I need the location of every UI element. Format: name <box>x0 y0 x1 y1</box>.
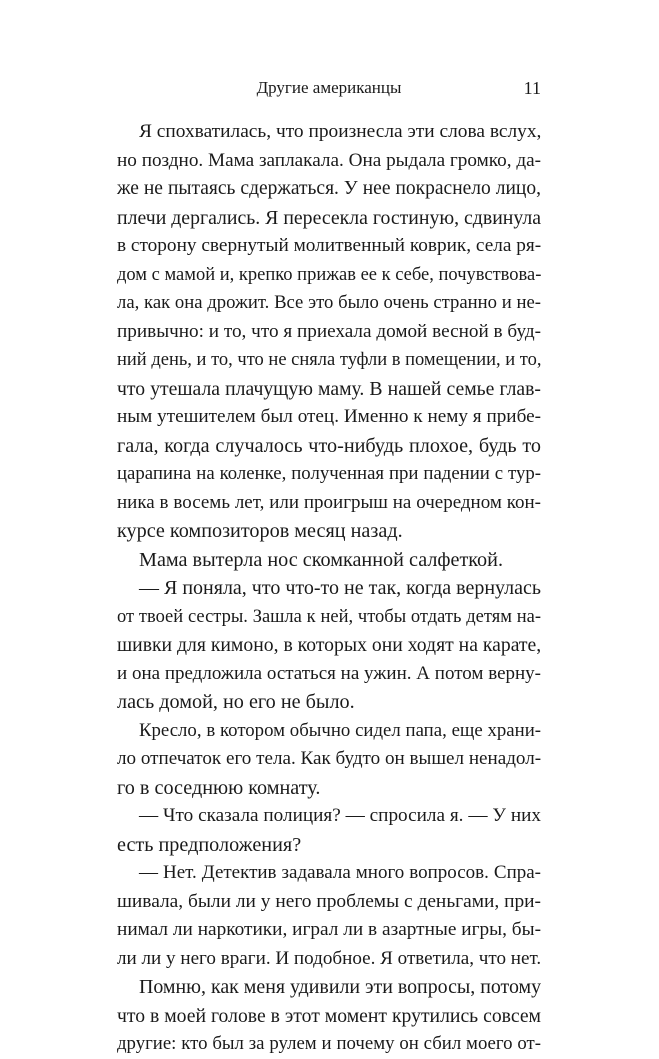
text-line: Помню, как меня удивили эти вопросы, потому <box>139 976 542 998</box>
page-number: 11 <box>523 78 541 98</box>
text-line: что утешала плачущую маму. В нашей семье глав- <box>117 377 541 400</box>
running-header <box>117 76 541 100</box>
text-line: в сторону свернутый молитвенный коврик, села ря- <box>117 235 542 256</box>
text-line: Кресло, в котором обычно сидел папа, еще храни- <box>139 719 541 741</box>
text-line: от твоей сестры. Зашла к ней, чтобы отдать детям на- <box>117 606 541 627</box>
text-line: лась домой, но его не было. <box>117 691 355 713</box>
text-line: ли ли у него враги. И подобное. Я ответила, что нет. <box>117 947 542 969</box>
text-line: ла, как она дрожит. Все это было очень странно и не- <box>117 292 541 313</box>
text-line: нимал ли наркотики, играл ли в азартные игры, бы- <box>117 919 541 940</box>
text-line: ным утешителем был отец. Именно к нему я прибе- <box>117 406 541 427</box>
text-line: шивала, были ли у него проблемы с деньгами, при- <box>117 890 541 912</box>
text-line: дом с мамой и, крепко прижав ее к себе, почувствова- <box>117 264 542 285</box>
text-line: но поздно. Мама заплакала. Она рыдала громко, да- <box>117 149 541 171</box>
text-line: шивки для кимоно, в которых они ходят на карате, <box>117 634 542 656</box>
text-line: другие: кто был за рулем и почему он сбил моего от- <box>117 1033 541 1054</box>
text-line: — Что сказала полиция? — спросила я. — У них <box>139 805 541 826</box>
text-line: плечи дергались. Я пересекла гостиную, сдвинула <box>117 206 542 229</box>
text-line: ника в восемь лет, или проигрыш на очередном кон- <box>117 491 541 513</box>
text-line: гала, когда случалось что-нибудь плохое, будь то <box>117 434 541 457</box>
text-line: царапина на коленке, полученная при падении с тур- <box>117 463 541 484</box>
text-line: привычно: и то, что я приехала домой весной в буд- <box>117 320 541 342</box>
text-line: — Я поняла, что что-то не так, когда вернулась <box>139 577 542 599</box>
text-line: Я спохватилась, что произнесла эти слова вслух, <box>139 121 542 142</box>
text-line: ло отпечаток его тела. Как будто он вышел ненадол- <box>117 748 542 769</box>
text-line: же не пытаясь сдержаться. У нее покраснело лицо, <box>117 178 541 199</box>
text-line: Мама вытерла нос скомканной салфеткой. <box>139 548 503 571</box>
text-line: что в моей голове в этот момент крутились совсем <box>117 1004 542 1027</box>
body-text <box>117 118 541 1059</box>
text-line: ний день, и то, что не сняла туфли в помещении, и то, <box>117 350 542 370</box>
running-title: Другие американцы <box>256 78 402 97</box>
text-line: есть предположения? <box>117 833 302 856</box>
text-line: — Нет. Детектив задавала много вопросов. Спра- <box>139 862 541 883</box>
text-line: и она предложила остаться на ужин. А потом верну- <box>117 662 541 684</box>
text-line: го в соседнюю комнату. <box>117 776 321 799</box>
text-line: курсе композиторов месяц назад. <box>117 520 403 542</box>
